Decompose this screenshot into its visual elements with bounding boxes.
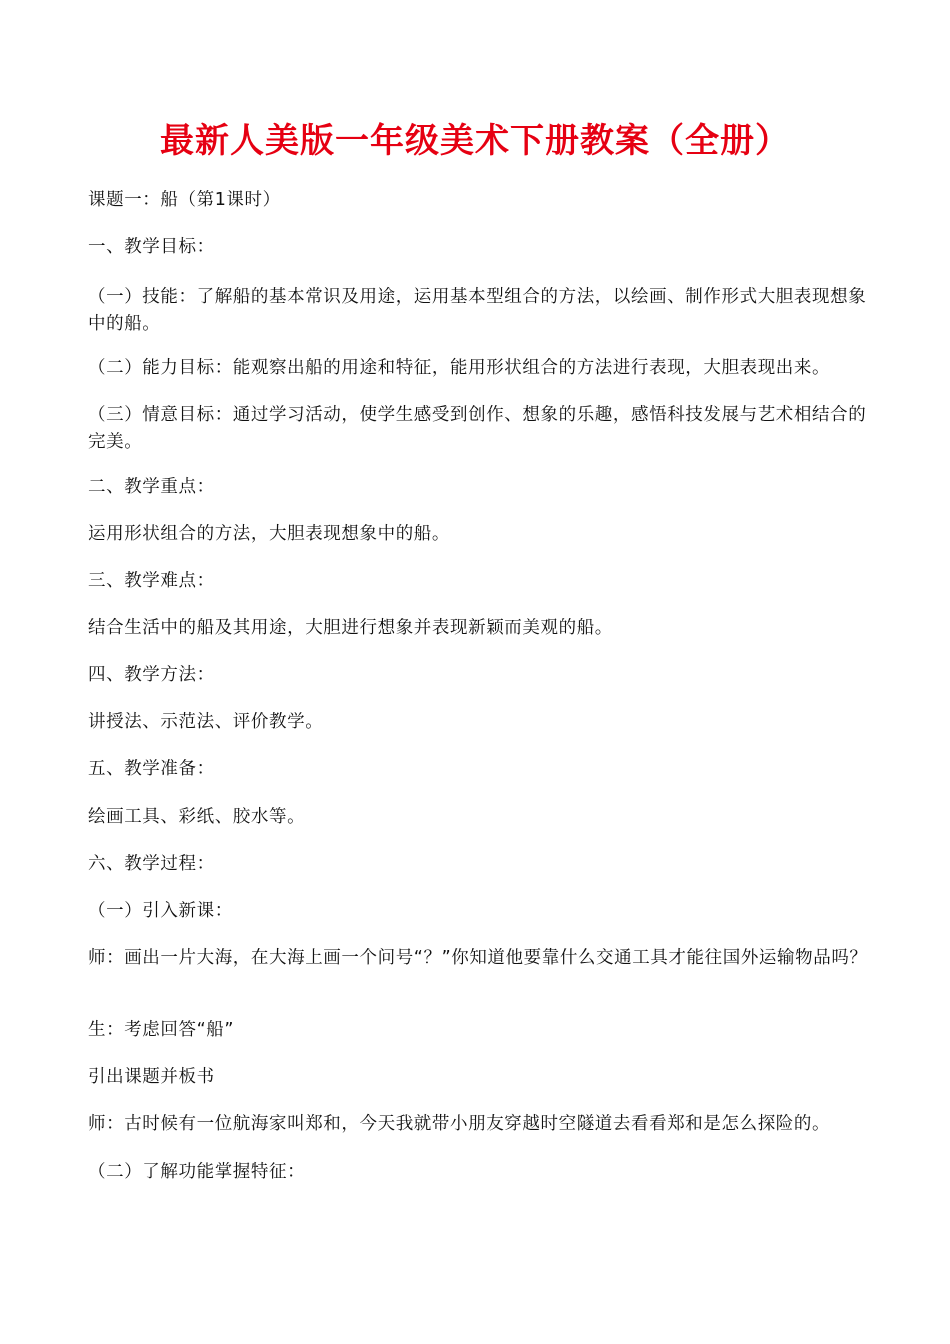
paragraph-student-answer: 生：考虑回答“船”: [88, 1020, 235, 1040]
paragraph-affective-objective: （三）情意目标：通过学习活动，使学生感受到创作、想象的乐趣，感悟科技发展与艺术相结合的完美。: [88, 405, 867, 452]
paragraph-skill-objective: （一）技能：了解船的基本常识及用途，运用基本型组合的方法，以绘画、制作形式大胆表现想象中的船。: [88, 287, 867, 334]
section-heading-methods: 四、教学方法：: [88, 665, 215, 685]
paragraph-board-writing: 引出课题并板书: [88, 1067, 215, 1087]
paragraph-teacher-question: 师：画出一片大海，在大海上画一个问号“？”你知道他要靠什么交通工具才能往国外运输物品吗？: [88, 948, 868, 968]
lesson-heading: 课题一：船（第1课时）: [88, 190, 281, 210]
paragraph-key-points: 运用形状组合的方法，大胆表现想象中的船。: [88, 524, 450, 544]
section-heading-key-points: 二、教学重点：: [88, 477, 215, 497]
section-heading-difficulties: 三、教学难点：: [88, 571, 215, 591]
paragraph-difficulties: 结合生活中的船及其用途，大胆进行想象并表现新颖而美观的船。: [88, 618, 613, 638]
subsection-heading-introduction: （一）引入新课：: [88, 901, 233, 921]
paragraph-teacher-story: 师：古时候有一位航海家叫郑和，今天我就带小朋友穿越时空隧道去看看郑和是怎么探险的。: [88, 1114, 831, 1134]
paragraph-preparation: 绘画工具、彩纸、胶水等。: [88, 807, 306, 827]
document-title: 最新人美版一年级美术下册教案（全册）: [160, 121, 790, 161]
section-heading-process: 六、教学过程：: [88, 854, 215, 874]
section-heading-objectives: 一、教学目标：: [88, 237, 215, 257]
paragraph-ability-objective: （二）能力目标：能观察出船的用途和特征，能用形状组合的方法进行表现，大胆表现出来。: [88, 358, 831, 378]
section-heading-preparation: 五、教学准备：: [88, 759, 215, 779]
paragraph-methods: 讲授法、示范法、评价教学。: [88, 712, 324, 732]
subsection-heading-features: （二）了解功能掌握特征：: [88, 1162, 306, 1182]
